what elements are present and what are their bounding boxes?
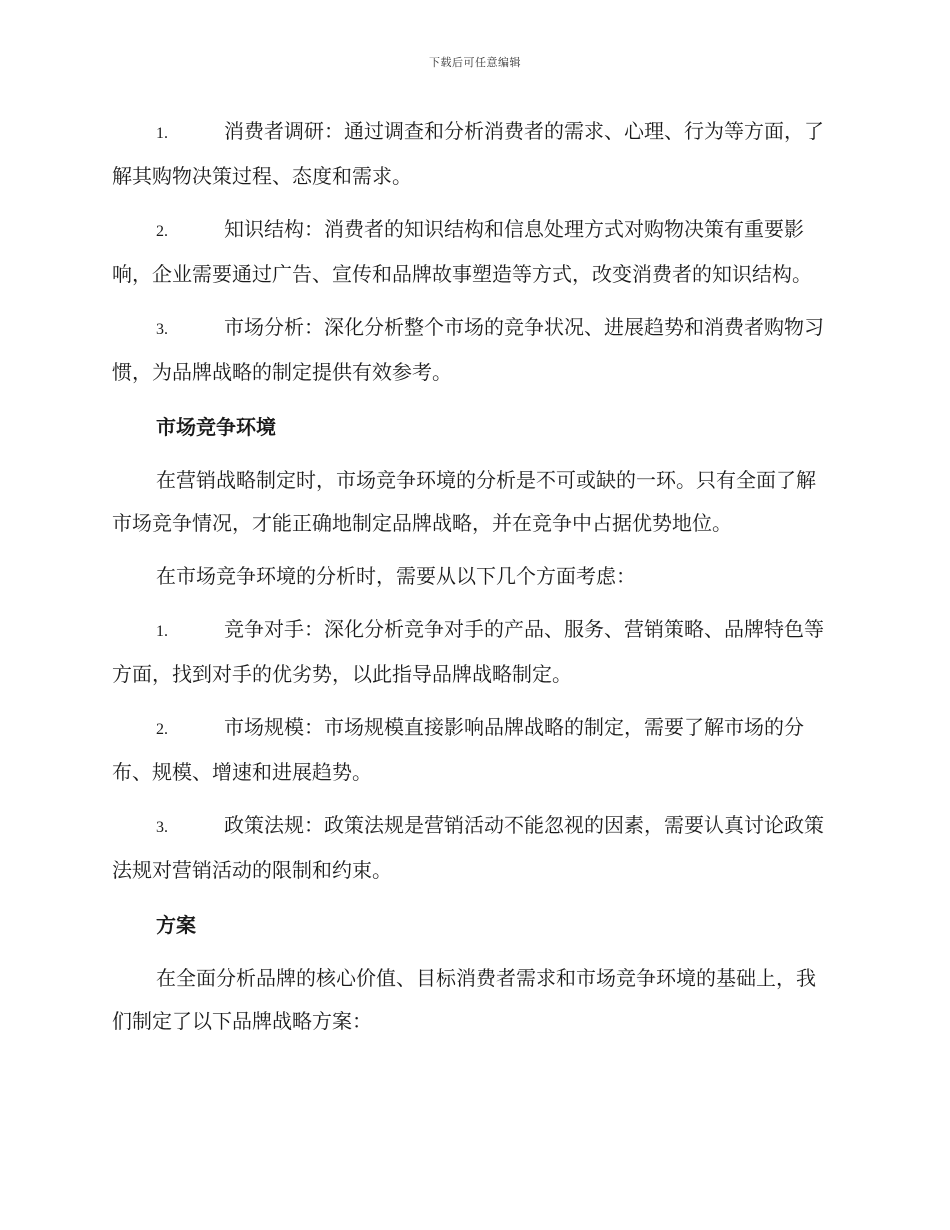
list-item xyxy=(112,608,834,696)
list-text: 竞争对手：深化分析竞争对手的产品、服务、营销策略、品牌特色等方面，找到对手的优劣势，以此指导品牌战略制定。 xyxy=(112,617,824,686)
list-item xyxy=(112,706,834,794)
list-text: 政策法规：政策法规是营销活动不能忽视的因素，需要认真讨论政策法规对营销活动的限制和约束。 xyxy=(112,813,824,882)
header-note: 下载后可任意编辑 xyxy=(429,56,521,69)
paragraph: 在营销战略制定时，市场竞争环境的分析是不可或缺的一环。只有全面了解市场竞争情况，才能正确地制定品牌战略，并在竞争中占据优势地位。 xyxy=(112,468,816,535)
list-text: 市场规模：市场规模直接影响品牌战略的制定，需要了解市场的分布、规模、增速和进展趋势。 xyxy=(112,715,804,784)
list-item xyxy=(112,208,834,296)
list-text: 消费者调研：通过调查和分析消费者的需求、心理、行为等方面，了解其购物决策过程、态度和需求。 xyxy=(112,119,824,188)
list-number: 3. xyxy=(156,819,168,836)
paragraph: 在全面分析品牌的核心价值、目标消费者需求和市场竞争环境的基础上，我们制定了以下品牌战略方案： xyxy=(112,966,816,1033)
list-number: 2. xyxy=(156,223,168,240)
list-text: 市场分析：深化分析整个市场的竞争状况、进展趋势和消费者购物习惯，为品牌战略的制定提供有效参考。 xyxy=(112,315,824,384)
list-number: 3. xyxy=(156,321,168,338)
list-item xyxy=(112,804,834,892)
list-item xyxy=(112,110,834,198)
section-heading-competition: 市场竞争环境 xyxy=(156,415,276,439)
list-text: 知识结构：消费者的知识结构和信息处理方式对购物决策有重要影响，企业需要通过广告、宣传和品牌故事塑造等方式，改变消费者的知识结构。 xyxy=(112,217,812,286)
paragraph: 在市场竞争环境的分析时，需要从以下几个方面考虑： xyxy=(156,564,636,588)
section-heading-plan: 方案 xyxy=(156,913,196,937)
list-number: 1. xyxy=(156,125,168,142)
list-number: 1. xyxy=(156,623,168,640)
document-body xyxy=(112,110,834,1043)
list-number: 2. xyxy=(156,721,168,738)
list-item xyxy=(112,306,834,394)
